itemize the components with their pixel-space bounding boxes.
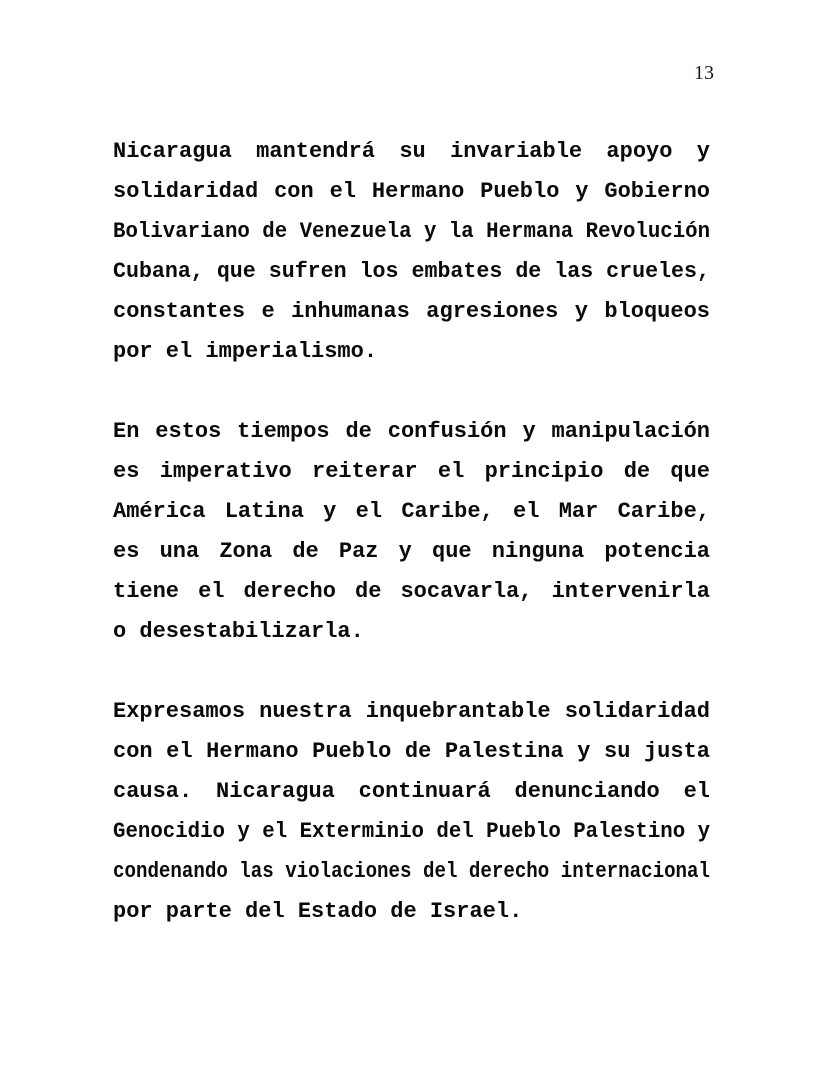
text-line-content: condenando las violaciones del derecho internacional — [113, 859, 710, 884]
text-line-content: causa. Nicaragua continuará denunciando el — [113, 779, 710, 804]
text-line — [113, 132, 710, 172]
text-line-content: con el Hermano Pueblo de Palestina y su justa — [113, 739, 710, 764]
text-line-content: tiene el derecho de socavarla, intervenirla — [113, 579, 710, 604]
text-line-content: constantes e inhumanas agresiones y bloqueos — [113, 299, 710, 324]
text-line-content: solidaridad con el Hermano Pueblo y Gobierno — [113, 179, 710, 204]
text-line-content: por el imperialismo. — [113, 339, 378, 364]
text-line — [113, 292, 710, 332]
text-line-content: o desestabilizarla. — [113, 619, 364, 644]
text-line-content: Cubana, que sufren los embates de las crueles, — [113, 259, 710, 284]
text-line — [113, 852, 710, 892]
text-line — [113, 692, 710, 732]
text-line-content: Expresamos nuestra inquebrantable solidaridad — [113, 699, 710, 724]
text-line — [113, 452, 710, 492]
text-line — [113, 732, 710, 772]
text-line — [113, 212, 710, 252]
text-line-content: es una Zona de Paz y que ninguna potencia — [113, 539, 710, 564]
page-number: 13 — [694, 62, 714, 84]
text-line — [113, 492, 710, 532]
text-line-content: Nicaragua mantendrá su invariable apoyo y — [113, 139, 710, 164]
text-line — [113, 812, 710, 852]
paragraph — [113, 132, 710, 372]
text-line-content: Bolivariano de Venezuela y la Hermana Revolución — [113, 219, 710, 244]
text-line — [113, 532, 710, 572]
text-line — [113, 172, 710, 212]
paragraph — [113, 412, 710, 652]
text-line — [113, 572, 710, 612]
text-line-content: En estos tiempos de confusión y manipulación — [113, 419, 710, 444]
paragraph — [113, 692, 710, 932]
text-line — [113, 772, 710, 812]
text-line — [113, 612, 710, 652]
text-line — [113, 332, 710, 372]
text-line — [113, 892, 710, 932]
text-line — [113, 412, 710, 452]
text-line-content: por parte del Estado de Israel. — [113, 899, 523, 924]
text-line — [113, 252, 710, 292]
text-line-content: América Latina y el Caribe, el Mar Caribe, — [113, 499, 710, 524]
text-line-content: es imperativo reiterar el principio de que — [113, 459, 710, 484]
document-body — [113, 132, 710, 932]
text-line-content: Genocidio y el Exterminio del Pueblo Palestino y — [113, 819, 710, 844]
